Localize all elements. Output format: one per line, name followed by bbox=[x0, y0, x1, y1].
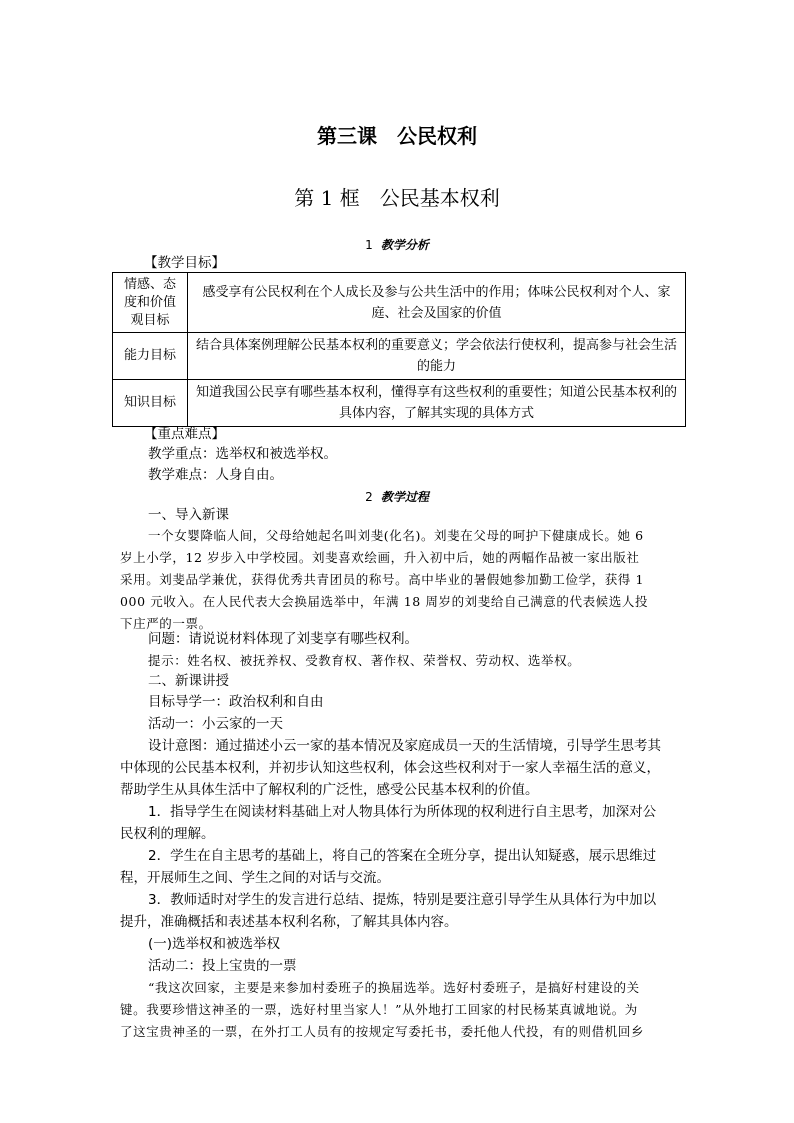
table-row bbox=[113, 333, 686, 380]
activity-heading: 活动一：小云家的一天 bbox=[148, 716, 283, 732]
goal-label: 能力目标 bbox=[113, 333, 188, 380]
step-line: 提升，准确概括和表述基本权利名称，了解其具体内容。 bbox=[120, 914, 458, 930]
step-line: 程，开展师生之间、学生之间的对话与交流。 bbox=[120, 870, 390, 886]
goal-label: 情感、态度和价值观目标 bbox=[113, 273, 188, 333]
section-title: 第 1 框 公民基本权利 bbox=[294, 186, 500, 210]
hint-text: 提示：姓名权、被抚养权、受教育权、著作权、荣誉权、劳动权、选举权。 bbox=[148, 653, 581, 668]
section-label: 教学过程 bbox=[380, 490, 429, 504]
goal-text: 结合具体案例理解公民基本权利的重要意义；学会依法行使权利，提高参与社会生活的能力 bbox=[188, 333, 686, 380]
quote-line: 键。我要珍惜这神圣的一票，选好村里当家人！”从外地打工回家的村民杨某真诚地说。为 bbox=[120, 1002, 638, 1017]
step-line: 民权利的理解。 bbox=[120, 826, 215, 842]
table-row bbox=[113, 273, 686, 333]
story-line: 下庄严的一票。 bbox=[120, 616, 212, 631]
activity-heading: 活动二：投上宝贵的一票 bbox=[148, 958, 297, 974]
keypoints-heading: 【重点难点】 bbox=[144, 426, 225, 442]
design-line: 设计意图：通过描述小云一家的基本情况及家庭成员一天的生活情境，引导学生思考其 bbox=[148, 738, 661, 754]
step-line: 3．教师适时对学生的发言进行总结、提炼，特别是要注意引导学生从具体行为中加以 bbox=[148, 892, 657, 908]
question-text: 问题：请说说材料体现了刘斐享有哪些权利。 bbox=[148, 631, 418, 647]
section-heading-analysis bbox=[0, 236, 794, 253]
design-line: 帮助学生从具体生活中了解权利的广泛性，感受公民基本权利的价值。 bbox=[120, 782, 539, 798]
table-row bbox=[113, 380, 686, 427]
section-number: 1 bbox=[365, 238, 373, 252]
quote-line: “我这次回家，主要是来参加村委班子的换届选举。选好村委班子，是搞好村建设的关 bbox=[148, 980, 640, 995]
goal-text: 知道我国公民享有哪些基本权利，懂得享有这些权利的重要性；知道公民基本权利的具体内容，了解其实现的具体方式 bbox=[188, 380, 686, 427]
goal-text: 感受享有公民权利在个人成长及参与公共生活中的作用；体味公民权利对个人、家庭、社会及国家的价值 bbox=[188, 273, 686, 333]
story-line: 一个女婴降临人间，父母给她起名叫刘斐(化名)。刘斐在父母的呵护下健康成长。她 6 bbox=[148, 528, 644, 543]
story-line: 采用。刘斐品学兼优，获得优秀共青团员的称号。高中毕业的暑假她参加勤工俭学，获得 1 bbox=[120, 572, 645, 587]
quote-line: 了这宝贵神圣的一票，在外打工人员有的按规定写委托书，委托他人代投，有的则借机回乡 bbox=[120, 1024, 645, 1039]
part-heading: 二、新课讲授 bbox=[148, 673, 229, 689]
section-number: 2 bbox=[365, 490, 373, 504]
goals-heading: 【教学目标】 bbox=[144, 255, 225, 271]
story-line: 000 元收入。在人民代表大会换届选举中，年满 18 周岁的刘斐给自己满意的代表候选人投 bbox=[120, 594, 649, 609]
lesson-title: 第三课 公民权利 bbox=[317, 124, 477, 148]
subsection-heading: (一)选举权和被选举权 bbox=[148, 936, 281, 952]
target-heading: 目标导学一：政治权利和自由 bbox=[148, 694, 324, 710]
story-line: 岁上小学，12 岁步入中学校园。刘斐喜欢绘画，升入初中后，她的两幅作品被一家出版社 bbox=[120, 550, 640, 565]
section-label: 教学分析 bbox=[380, 238, 429, 252]
design-line: 中体现的公民基本权利，并初步认知这些权利，体会这些权利对于一家人幸福生活的意义， bbox=[120, 760, 660, 776]
section-heading-process bbox=[0, 488, 794, 505]
part-heading: 一、导入新课 bbox=[148, 507, 229, 523]
teaching-difficulty: 教学难点：人身自由。 bbox=[148, 467, 283, 483]
teaching-goals-table bbox=[112, 272, 686, 427]
step-line: 2．学生在自主思考的基础上，将自己的答案在全班分享，提出认知疑惑，展示思维过 bbox=[148, 848, 657, 864]
teaching-focus: 教学重点：选举权和被选举权。 bbox=[148, 446, 337, 462]
goal-label: 知识目标 bbox=[113, 380, 188, 427]
step-line: 1．指导学生在阅读材料基础上对人物具体行为所体现的权利进行自主思考，加深对公 bbox=[148, 804, 657, 820]
